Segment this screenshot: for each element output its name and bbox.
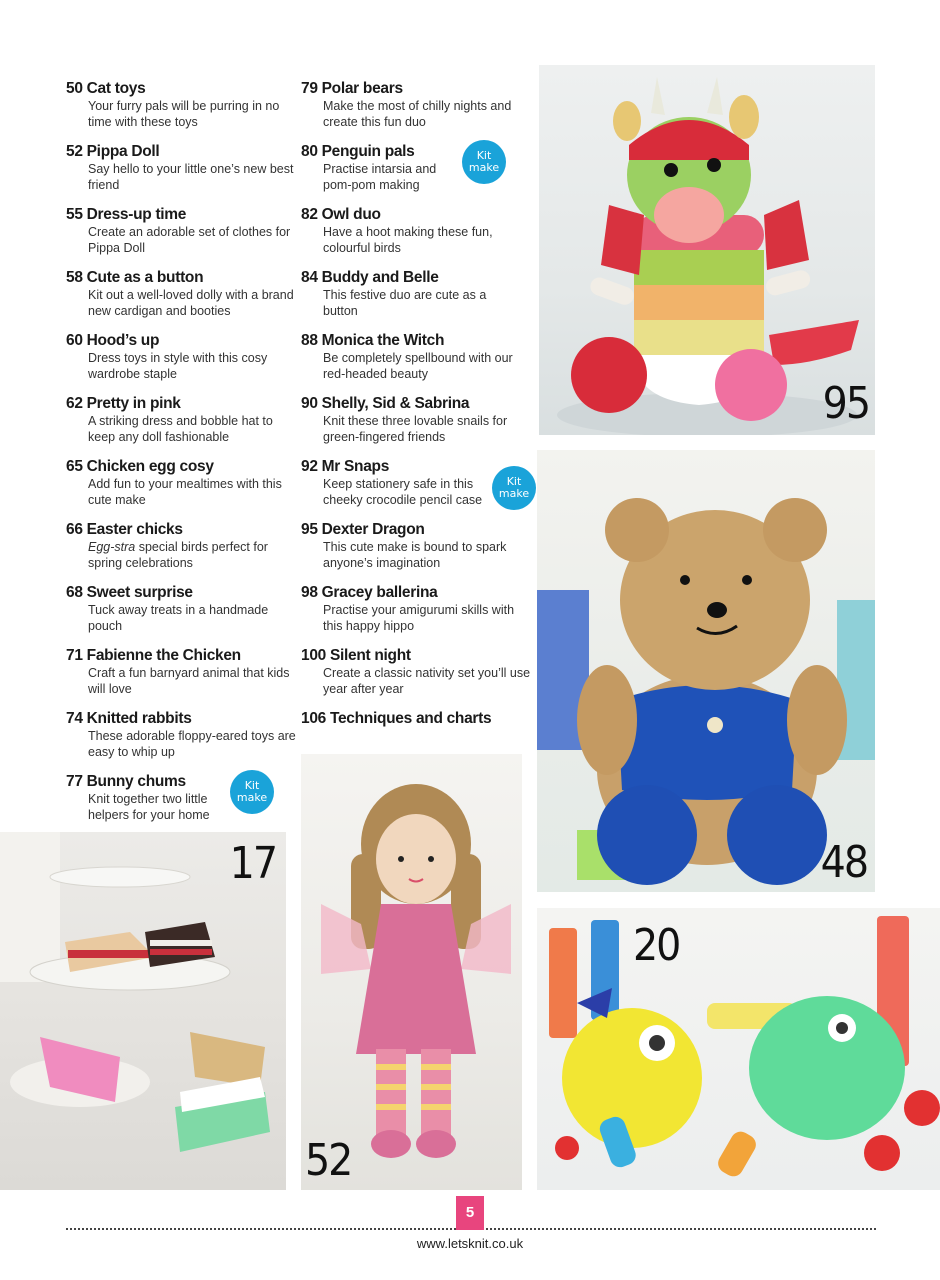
entry-title: 71 Fabienne the Chicken [66, 647, 241, 664]
page-number: 5 [456, 1196, 484, 1230]
entry-title: 106 Techniques and charts [301, 710, 492, 727]
entry-title: 50 Cat toys [66, 80, 146, 97]
entry-title: 100 Silent night [301, 647, 411, 664]
monsters-photo [537, 908, 940, 1190]
entry-title: 84 Buddy and Belle [301, 269, 439, 286]
contents-entry [66, 584, 296, 634]
entry-description: Kit out a well-loved dolly with a brand new cardigan and booties [88, 288, 294, 318]
entry-description: Knit these three lovable snails for green-fingered friends [323, 414, 508, 444]
dexter-dragon-photo [539, 65, 875, 435]
contents-entry [66, 647, 296, 697]
contents-entry [66, 80, 296, 130]
entry-description: Practise your amigurumi skills with this happy hippo [323, 603, 515, 633]
entry-title: 62 Pretty in pink [66, 395, 181, 412]
entry-description: Add fun to your mealtimes with this cute make [88, 477, 282, 507]
entry-description: Have a hoot making these fun, colourful birds [323, 225, 493, 255]
entry-description: This festive duo are cute as a button [323, 288, 487, 318]
contents-entry [301, 269, 491, 319]
photo-page-number: 95 [822, 378, 869, 429]
entry-title: 90 Shelly, Sid & Sabrina [301, 395, 470, 412]
contents-entry [301, 143, 461, 193]
entry-title: 88 Monica the Witch [301, 332, 445, 349]
contents-entry [301, 710, 531, 728]
photo-page-number: 52 [305, 1135, 352, 1186]
contents-entry [66, 332, 296, 382]
photo-page-number: 20 [633, 920, 680, 971]
photo-page-number: 17 [229, 838, 276, 889]
cakes-photo [0, 832, 286, 1190]
entry-description: A striking dress and bobble hat to keep any doll fashionable [88, 414, 273, 444]
entry-description: Craft a fun barnyard animal that kids will love [88, 666, 290, 696]
entry-title: 92 Mr Snaps [301, 458, 390, 475]
entry-description: Your furry pals will be purring in no time with these toys [88, 99, 280, 129]
entry-title: 68 Sweet surprise [66, 584, 193, 601]
entry-title: 79 Polar bears [301, 80, 403, 97]
entry-title: 82 Owl duo [301, 206, 381, 223]
entry-title: 60 Hood’s up [66, 332, 160, 349]
entry-title: 80 Penguin pals [301, 143, 415, 160]
contents-entry [301, 332, 531, 382]
bear-illustration [537, 450, 875, 892]
entry-description: Dress toys in style with this cosy wardrobe staple [88, 351, 268, 381]
contents-entry [66, 773, 236, 823]
contents-entry [301, 458, 491, 508]
contents-entry [66, 269, 296, 319]
entry-title: 65 Chicken egg cosy [66, 458, 214, 475]
entry-title: 58 Cute as a button [66, 269, 204, 286]
entry-title: 98 Gracey ballerina [301, 584, 438, 601]
contents-entry [66, 206, 296, 256]
entry-description-rest: special birds perfect for spring celebrations [88, 540, 268, 570]
doll-illustration [301, 754, 522, 1190]
contents-entry [301, 395, 531, 445]
kit-make-badge: Kit make [492, 466, 536, 510]
monsters-illustration [537, 908, 940, 1190]
website-url: www.letsknit.co.uk [416, 1236, 524, 1251]
kit-make-badge: Kit make [462, 140, 506, 184]
bear-photo [537, 450, 875, 892]
contents-entry [301, 80, 531, 130]
entry-title: 77 Bunny chums [66, 773, 186, 790]
contents-entry [66, 458, 296, 508]
entry-title: 52 Pippa Doll [66, 143, 160, 160]
photo-page-number: 48 [820, 837, 867, 888]
doll-photo [301, 754, 522, 1190]
contents-entry [301, 521, 531, 571]
contents-entry [66, 143, 296, 193]
entry-description: Create a classic nativity set you’ll use year after year [323, 666, 531, 696]
contents-entry [301, 206, 501, 256]
entry-title: 66 Easter chicks [66, 521, 183, 538]
entry-description: Make the most of chilly nights and create this fun duo [323, 99, 512, 129]
entry-description: Create an adorable set of clothes for Pippa Doll [88, 225, 291, 255]
entry-description [66, 539, 296, 571]
entry-description: These adorable floppy-eared toys are easy to whip up [88, 729, 296, 759]
kit-make-badge: Kit make [230, 770, 274, 814]
entry-description: Say hello to your little one’s new best friend [88, 162, 294, 192]
entry-description: Keep stationery safe in this cheeky crocodile pencil case [323, 477, 483, 507]
entry-title: 95 Dexter Dragon [301, 521, 425, 538]
entry-title: 55 Dress-up time [66, 206, 187, 223]
entry-description: Knit together two little helpers for your home [88, 792, 210, 822]
entry-description: Be completely spellbound with our red-headed beauty [323, 351, 513, 381]
contents-entry [301, 584, 531, 634]
entry-description: Tuck away treats in a handmade pouch [88, 603, 269, 633]
contents-entry [301, 647, 531, 697]
entry-description: Practise intarsia and pom-pom making [323, 162, 437, 192]
contents-entry [66, 710, 296, 760]
contents-entry [66, 521, 296, 571]
entry-description-emphasis: Egg-stra [88, 540, 136, 554]
entry-description: This cute make is bound to spark anyone’s imagination [323, 540, 507, 570]
entry-title: 74 Knitted rabbits [66, 710, 192, 727]
contents-entry [66, 395, 296, 445]
